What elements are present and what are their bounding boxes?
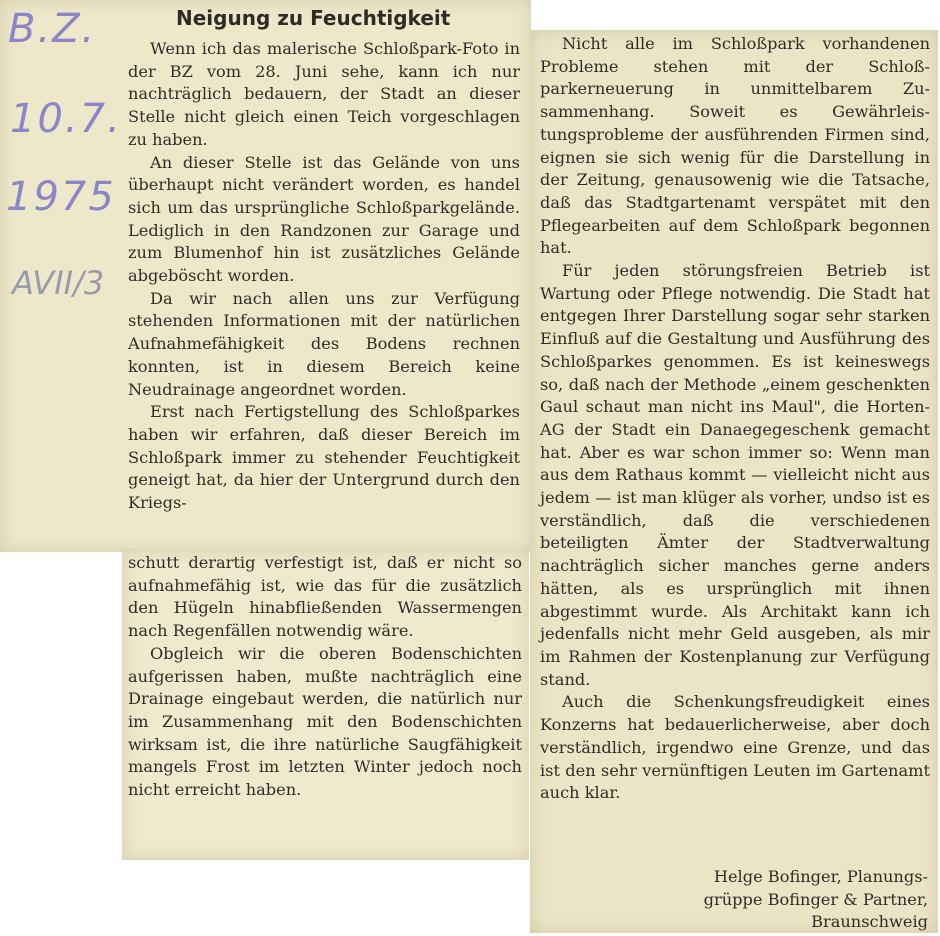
handwritten-year: 1975 xyxy=(6,174,116,220)
article-column-left-top xyxy=(128,38,520,515)
signature-line: grüppe Bofinger & Partner, xyxy=(703,889,928,909)
paragraph: Obgleich wir die oberen Bodenschichten aufgerissen haben, mußte nachträglich eine Drainage eingebaut werden, die natürlich nur im Zusammenhang mit den Bodenschichten wirksam ist, die ihre natürliche Saugfähigkeit mangels Frost im letzten Winter jedoch noch nicht erreicht haben. xyxy=(128,643,522,800)
handwritten-source: B.Z. xyxy=(8,6,97,52)
signature-line: Helge Bofinger, Planungs- xyxy=(713,867,928,886)
paragraph: Auch die Schenkungsfreudigkeit eines Konzerns hat bedauerlicherweise, aber doch verständlich, irgendwo eine Grenze, und das ist den sehr vernünftigen Leuten im Gartenamt auch klar. xyxy=(540,692,930,803)
article-column-left-bottom xyxy=(128,552,522,802)
paragraph: An dieser Stelle ist das Gelände von uns überhaupt nicht verändert worden, es handel sich um das ursprüngliche Schloßparkgelände. Lediglich in den Randzonen zur Garage und zum Blumenhof hin ist zusätzliches Gelände abgeböscht worden. xyxy=(128,152,520,286)
article-headline: Neigung zu Feuchtigkeit xyxy=(176,6,451,30)
handwritten-archive-code: AVII/3 xyxy=(12,264,105,302)
paragraph: Nicht alle im Schloßpark vorhandenen Probleme stehen mit der Schloßparkerneuerung in unmittelbarem Zusammenhang. Soweit es Gewährleistungsprobleme der ausführenden Firmen sind, eignen sie sich wenig für die Darstellung in der Zeitung, genausowenig wie die Tatsache, daß das Stadtgartenamt verspätet mit den Pflegearbeiten auf dem Schloßpark begonnen hat. xyxy=(540,34,930,258)
paragraph: Da wir nach allen uns zur Verfügung stehenden Informationen mit der natürlichen Aufnahmefähigkeit des Bodens rechnen konnten, ist in diesem Bereich keine Neudrainage angeordnet worden. xyxy=(128,288,520,399)
article-column-right xyxy=(540,33,930,805)
handwritten-date: 10.7. xyxy=(10,96,122,142)
author-signature xyxy=(548,866,928,934)
paragraph: Wenn ich das malerische Schloßpark-Foto in der BZ vom 28. Juni sehe, kann ich nur nachträglich bedauern, der Stadt an dieser Stelle nicht gleich einen Teich vorgeschlagen zu haben. xyxy=(128,39,520,149)
paragraph: schutt derartig verfestigt ist, daß er nicht so aufnahmefähig ist, wie das für die zusätzlich den Hügeln hinabfließenden Wassermengen nach Regenfällen notwendig wäre. xyxy=(128,553,522,641)
handwritten-note xyxy=(2,2,122,332)
signature-line: Braunschweig xyxy=(811,912,928,932)
paragraph: Erst nach Fertigstellung des Schloßparkes haben wir erfahren, daß dieser Bereich im Schloßpark immer zu stehender Feuchtigkeit geneigt hat, da hier der Untergrund durch den Kriegs- xyxy=(128,402,520,513)
paragraph: Für jeden störungsfreien Betrieb ist Wartung oder Pflege notwendig. Die Stadt hat entgegen Ihrer Darstellung sogar sehr starken Einfluß auf die Gestaltung und Ausführung des Schloßparkes genommen. Es ist keineswegs so, daß nach der Methode „einem geschenkten Gaul schaut man nicht ins Maul", die Horten-AG der Stadt ein Danaegegeschenk gemacht hat. Aber es war schon immer so: Wenn man aus dem Rathaus kommt — vielleicht nicht aus jedem — ist man klüger als vorher, undso ist es verständlich, daß die verschiedenen beteiligten Ämter der Stadtverwaltung nachträglich sicher manches gerne anders hätten, als es ursprünglich mit ihnen abgestimmt wurde. Als Architakt kann ich jedenfalls nicht mehr Geld ausgeben, als mir im Rahmen der Kostenplanung zur Verfügung stand. xyxy=(540,261,930,689)
